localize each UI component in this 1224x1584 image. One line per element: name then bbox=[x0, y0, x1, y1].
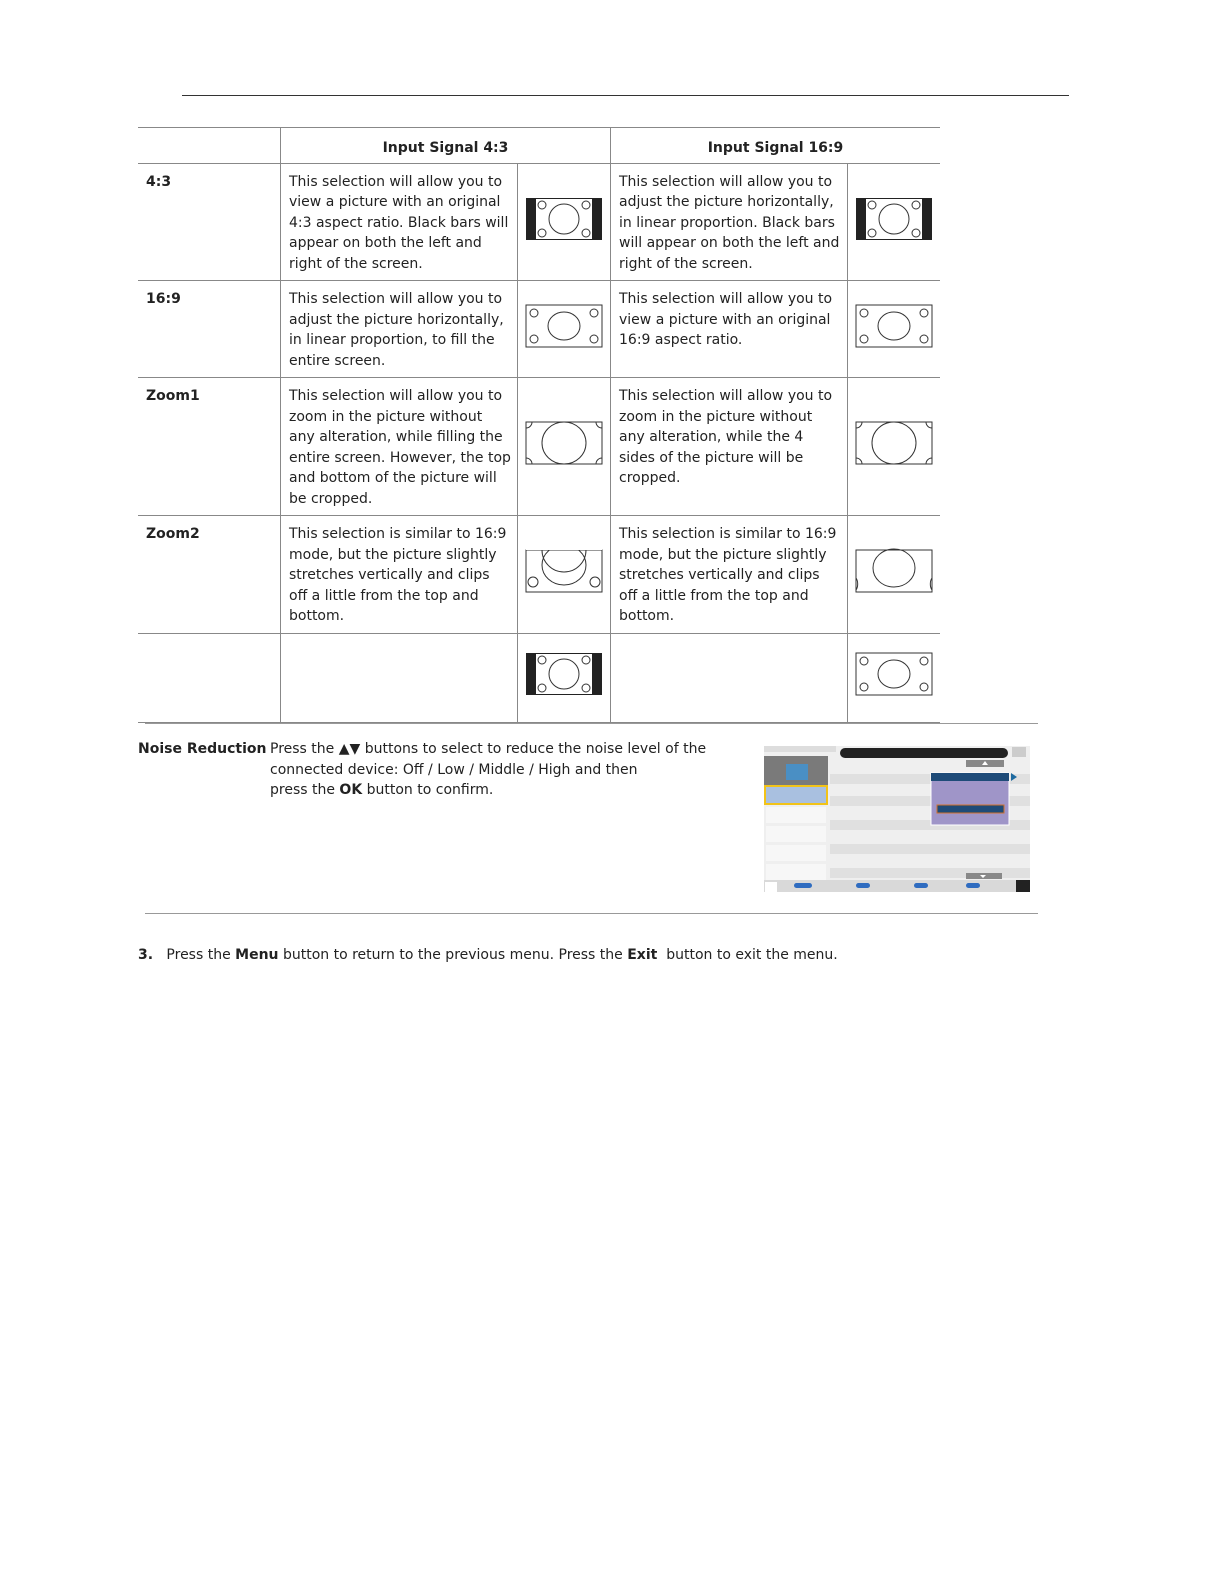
description-16-9: This selection will allow you to adjust the picture horizontally, in linear proportion. Black bars will appear on both the left and right of the screen. bbox=[611, 163, 848, 281]
text: buttons to select to reduce the noise level of the bbox=[360, 741, 707, 757]
aspect-pillarbox-icon bbox=[518, 163, 611, 281]
table-row bbox=[138, 516, 940, 634]
aspect-pillarbox-icon bbox=[518, 633, 611, 722]
table-row bbox=[138, 633, 940, 722]
header-rule bbox=[182, 95, 1069, 96]
description-4-3: This selection will allow you to view a picture with an original 4:3 aspect ratio. Black bars will appear on both the left and right of the screen. bbox=[281, 163, 518, 281]
ok-key: OK bbox=[339, 782, 363, 798]
section-rule-top bbox=[145, 723, 1038, 724]
noise-reduction-description bbox=[270, 739, 706, 801]
text: button to exit the menu. bbox=[657, 947, 838, 963]
description-16-9: This selection will allow you to view a picture with an original 16:9 aspect ratio. bbox=[611, 281, 848, 378]
mode-label bbox=[138, 633, 281, 722]
description-4-3: This selection is similar to 16:9 mode, but the picture slightly stretches vertically and clips off a little from the top and bottom. bbox=[281, 516, 518, 634]
aspect-zoom2-icon bbox=[518, 516, 611, 634]
step-number: 3. bbox=[138, 947, 154, 963]
header-input-16-9: Input Signal 16:9 bbox=[611, 128, 941, 164]
text: Press the bbox=[166, 947, 236, 963]
text: Press the bbox=[270, 741, 339, 757]
description-16-9: This selection will allow you to zoom in the picture without any alteration, while the 4 sides of the picture will be cropped. bbox=[611, 378, 848, 516]
tv-menu-screenshot bbox=[764, 746, 1030, 892]
text: connected device: Off / Low / Middle / High and then bbox=[270, 761, 638, 778]
aspect-ratio-table bbox=[138, 127, 940, 723]
up-down-arrows-icon: ▲▼ bbox=[338, 741, 361, 757]
aspect-zoom-icon bbox=[848, 378, 941, 516]
description-4-3: This selection will allow you to zoom in the picture without any alteration, while filling the entire screen. However, the top and bottom of the picture will be cropped. bbox=[281, 378, 518, 516]
exit-key: Exit bbox=[627, 947, 658, 963]
table-row bbox=[138, 378, 940, 516]
aspect-full-icon bbox=[518, 281, 611, 378]
text: button to confirm. bbox=[362, 782, 494, 798]
section-rule-bottom bbox=[145, 913, 1038, 914]
table-row bbox=[138, 281, 940, 378]
mode-label: 4:3 bbox=[138, 163, 281, 281]
table-header-row bbox=[138, 128, 940, 164]
aspect-full-icon bbox=[848, 633, 941, 722]
description-4-3: This selection will allow you to adjust the picture horizontally, in linear proportion, to fill the entire screen. bbox=[281, 281, 518, 378]
mode-label: Zoom2 bbox=[138, 516, 281, 634]
header-input-4-3: Input Signal 4:3 bbox=[281, 128, 611, 164]
noise-reduction-label: Noise Reduction bbox=[138, 741, 267, 757]
description-16-9: This selection is similar to 16:9 mode, but the picture slightly stretches vertically and clips off a little from the top and bottom. bbox=[611, 516, 848, 634]
table-row bbox=[138, 163, 940, 281]
header-blank bbox=[138, 128, 281, 164]
text: press the bbox=[270, 782, 340, 798]
text: button to return to the previous menu. Press the bbox=[278, 947, 628, 963]
aspect-pillarbox-icon bbox=[848, 163, 941, 281]
mode-label: Zoom1 bbox=[138, 378, 281, 516]
aspect-zoom-icon bbox=[518, 378, 611, 516]
step-3 bbox=[138, 945, 838, 966]
description-4-3 bbox=[281, 633, 518, 722]
description-16-9 bbox=[611, 633, 848, 722]
aspect-zoom2b-icon bbox=[848, 516, 941, 634]
menu-key: Menu bbox=[235, 947, 279, 963]
mode-label: 16:9 bbox=[138, 281, 281, 378]
aspect-full-icon bbox=[848, 281, 941, 378]
